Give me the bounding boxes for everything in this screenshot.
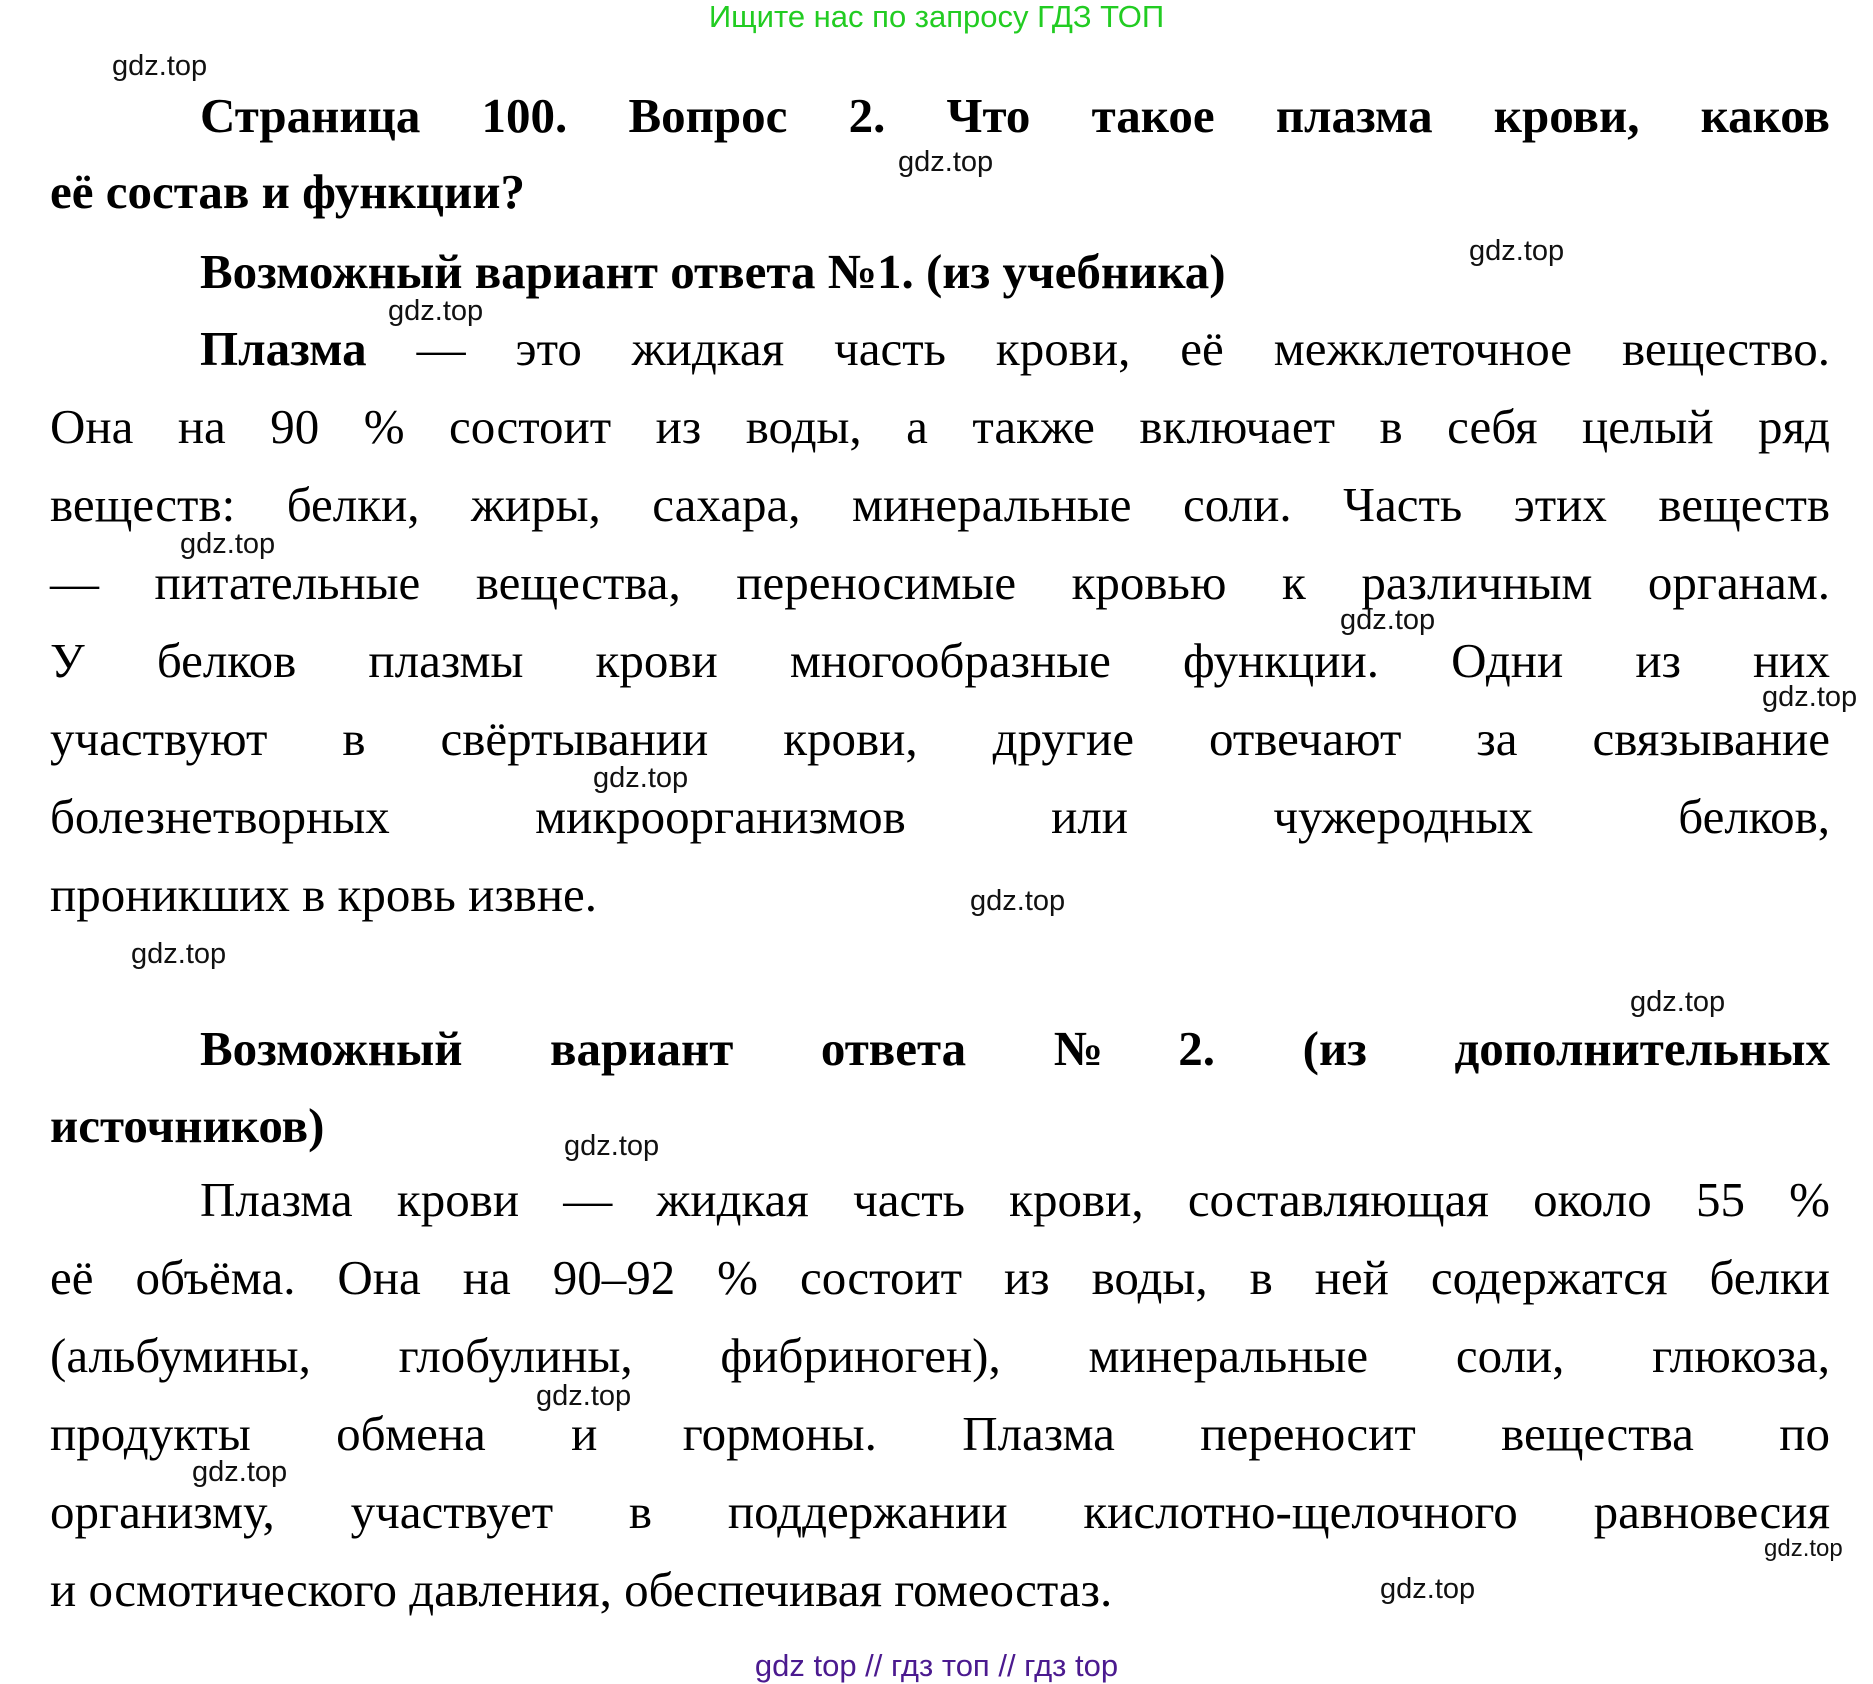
- watermark: gdz.top: [192, 1456, 288, 1488]
- watermark: gdz.top: [1762, 681, 1858, 713]
- watermark: gdz.top: [970, 885, 1066, 917]
- watermark: gdz.top: [898, 146, 994, 178]
- watermark: gdz.top: [1469, 235, 1565, 267]
- answer-line: продукты обмена и гормоны. Плазма переносит вещества по: [50, 1406, 1830, 1461]
- answer-line: организму, участвует в поддержании кислотно-щелочного равновесия: [50, 1484, 1830, 1539]
- variant2-heading-line: источников): [50, 1098, 325, 1153]
- lead-term: Плазма: [200, 321, 367, 376]
- footer-links: gdz top // гдз топ // гдз top: [754, 1648, 1119, 1683]
- watermark: gdz.top: [112, 50, 208, 82]
- answer-line: — питательные вещества, переносимые кровью к различным органам.: [50, 555, 1830, 610]
- answer-line: проникших в кровь извне.: [50, 867, 598, 922]
- watermark: gdz.top: [1630, 986, 1726, 1018]
- answer-line: Плазма крови — жидкая часть крови, составляющая около 55 %: [200, 1172, 1830, 1227]
- answer-line: участвуют в свёртывании крови, другие отвечают за связывание: [50, 711, 1830, 766]
- watermark: gdz.top: [1764, 1535, 1843, 1562]
- answer-line: [50, 310, 1830, 388]
- heading-line: её состав и функции?: [50, 164, 525, 219]
- answer-line: (альбумины, глобулины, фибриноген), минеральные соли, глюкоза,: [50, 1328, 1830, 1383]
- heading-line: Страница 100. Вопрос 2. Что такое плазма крови, каков: [200, 88, 1830, 143]
- answer-line: и осмотического давления, обеспечивая гомеостаз.: [50, 1562, 1113, 1617]
- answer-line: Она на 90 % состоит из воды, а также включает в себя целый ряд: [50, 399, 1830, 454]
- watermark: gdz.top: [1340, 604, 1436, 636]
- variant2-heading-line: Возможный вариант ответа №2. (из дополнительных: [200, 1021, 1830, 1076]
- variant1-heading-text: Возможный вариант ответа №1. (из учебника): [200, 244, 1226, 299]
- answer-line: болезнетворных микроорганизмов или чужеродных белков,: [50, 789, 1830, 844]
- watermark: gdz.top: [1380, 1573, 1476, 1605]
- watermark: gdz.top: [536, 1380, 632, 1412]
- answer-line: У белков плазмы крови многообразные функции. Одни из них: [50, 633, 1830, 688]
- watermark: gdz.top: [388, 295, 484, 327]
- answer-line: веществ: белки, жиры, сахара, минеральные соли. Часть этих веществ: [50, 477, 1830, 532]
- search-hint-banner: Ищите нас по запросу ГДЗ ТОП: [708, 0, 1165, 34]
- variant2-answer: [50, 1161, 1830, 1629]
- watermark: gdz.top: [180, 528, 276, 560]
- answer-line: её объёма. Она на 90–92 % состоит из воды, в ней содержатся белки: [50, 1250, 1830, 1305]
- watermark: gdz.top: [131, 938, 227, 970]
- watermark: gdz.top: [593, 762, 689, 794]
- variant2-heading: [50, 1010, 1830, 1164]
- answer-text: — это жидкая часть крови, её межклеточное вещество.: [366, 321, 1830, 376]
- watermark: gdz.top: [564, 1130, 660, 1162]
- variant1-answer: [50, 310, 1830, 934]
